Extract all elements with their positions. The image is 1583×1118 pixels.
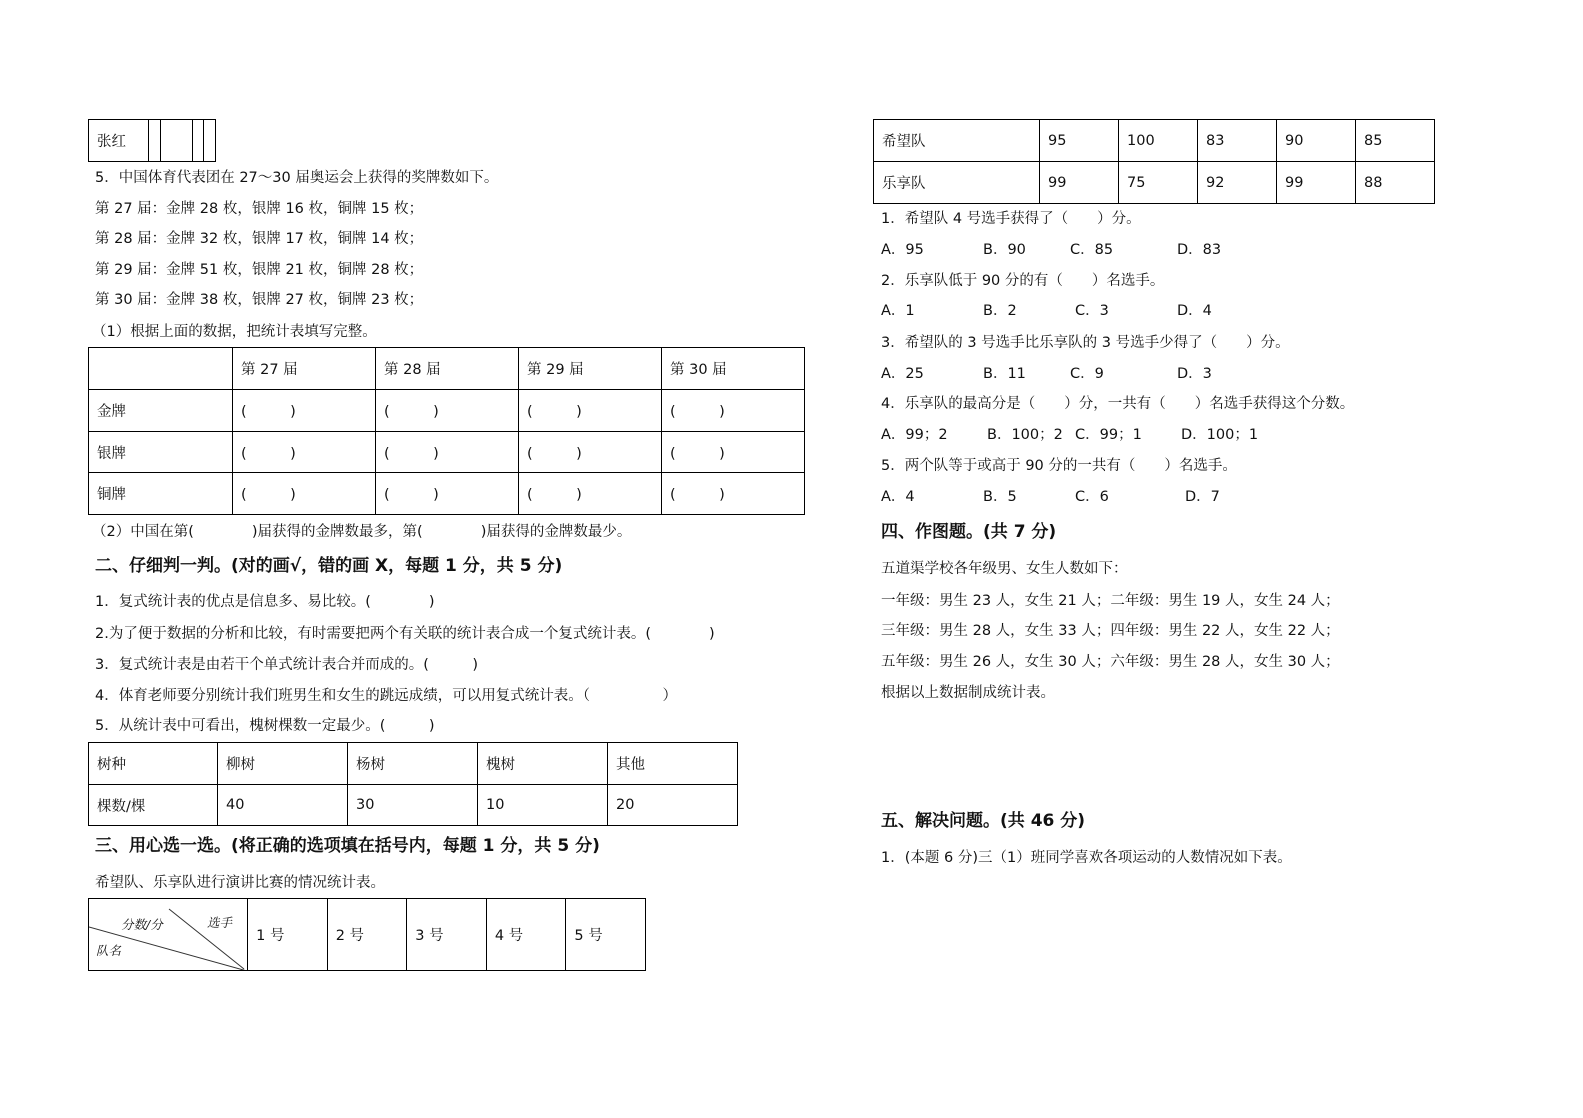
blank-cell[interactable] bbox=[192, 120, 204, 162]
contest-col-header: 4 号 bbox=[486, 899, 566, 971]
option-a[interactable]: A．95 bbox=[881, 242, 924, 258]
section4-line: 五道渠学校各年级男、女生人数如下： bbox=[881, 561, 1128, 577]
section4-title: 四、作图题。(共 7 分) bbox=[881, 522, 1057, 542]
medal-row-label: 金牌 bbox=[89, 390, 233, 432]
medal-table bbox=[88, 347, 805, 515]
medal-blank[interactable]: ( ) bbox=[376, 432, 519, 473]
medal-blank[interactable]: ( ) bbox=[519, 390, 662, 432]
option-c[interactable]: C．85 bbox=[1070, 242, 1114, 258]
diag-player-label: 选手 bbox=[207, 915, 233, 930]
medal-blank[interactable]: ( ) bbox=[662, 432, 805, 473]
choice-question: 4．乐享队的最高分是（ ）分，一共有（ ）名选手获得这个分数。 bbox=[881, 396, 1355, 412]
contest-col-header: 3 号 bbox=[407, 899, 487, 971]
judge-item: 4．体育老师要分别统计我们班男生和女生的跳远成绩，可以用复式统计表。（ ） bbox=[95, 688, 677, 704]
contest-scores-table bbox=[873, 119, 1435, 204]
option-c[interactable]: C．9 bbox=[1070, 366, 1104, 382]
option-b[interactable]: B．100；2 bbox=[987, 427, 1063, 443]
contest-col-header: 1 号 bbox=[248, 899, 328, 971]
option-a[interactable]: A．99；2 bbox=[881, 427, 948, 443]
medal-header: 第 27 届 bbox=[233, 348, 376, 390]
q5-line: 第 29 届：金牌 51 枚，银牌 21 枚，铜牌 28 枚； bbox=[95, 262, 424, 278]
judge-item: 3．复式统计表是由若干个单式统计表合并而成的。( ) bbox=[95, 657, 479, 673]
medal-blank[interactable]: ( ) bbox=[233, 473, 376, 515]
medal-row-label: 铜牌 bbox=[89, 473, 233, 515]
medal-header: 第 29 届 bbox=[519, 348, 662, 390]
medal-blank[interactable]: ( ) bbox=[662, 390, 805, 432]
q5-line: 第 30 届：金牌 38 枚，银牌 27 枚，铜牌 23 枚； bbox=[95, 292, 424, 308]
option-b[interactable]: B．90 bbox=[983, 242, 1026, 258]
score-cell: 95 bbox=[1040, 120, 1119, 162]
score-cell: 90 bbox=[1277, 120, 1356, 162]
blank-cell[interactable] bbox=[149, 120, 161, 162]
score-cell: 88 bbox=[1356, 162, 1435, 204]
medal-header: 第 30 届 bbox=[662, 348, 805, 390]
judge-item: 1．复式统计表的优点是信息多、易比较。( ) bbox=[95, 594, 435, 610]
medal-blank[interactable]: ( ) bbox=[233, 390, 376, 432]
option-d[interactable]: D．100；1 bbox=[1181, 427, 1259, 443]
q5-sub2: （2）中国在第( )届获得的金牌数最多，第( )届获得的金牌数最少。 bbox=[92, 524, 632, 540]
choice-question: 1．希望队 4 号选手获得了（ ）分。 bbox=[881, 211, 1141, 227]
judge-item: 2.为了便于数据的分析和比较，有时需要把两个有关联的统计表合成一个复式统计表。( ) bbox=[95, 626, 715, 642]
option-c[interactable]: C．3 bbox=[1075, 303, 1109, 319]
team-name: 乐享队 bbox=[874, 162, 1040, 204]
medal-blank[interactable]: ( ) bbox=[376, 473, 519, 515]
medal-blank[interactable]: ( ) bbox=[519, 473, 662, 515]
tree-table bbox=[88, 742, 738, 826]
tree-header: 柳树 bbox=[218, 743, 348, 785]
q5-line: 第 28 届：金牌 32 枚，银牌 17 枚，铜牌 14 枚； bbox=[95, 231, 424, 247]
q5-intro: 5．中国体育代表团在 27～30 届奥运会上获得的奖牌数如下。 bbox=[95, 170, 499, 186]
section4-line: 五年级：男生 26 人，女生 30 人；六年级：男生 28 人，女生 30 人； bbox=[881, 654, 1340, 670]
medal-blank[interactable]: ( ) bbox=[233, 432, 376, 473]
tree-header: 其他 bbox=[608, 743, 738, 785]
section4-line: 根据以上数据制成统计表。 bbox=[881, 685, 1055, 701]
contest-header-table bbox=[88, 898, 646, 971]
tree-header: 杨树 bbox=[348, 743, 478, 785]
option-c[interactable]: C．99；1 bbox=[1075, 427, 1142, 443]
judge-item: 5．从统计表中可看出，槐树棵数一定最少。( ) bbox=[95, 718, 435, 734]
option-b[interactable]: B．5 bbox=[983, 489, 1017, 505]
option-b[interactable]: B．2 bbox=[983, 303, 1017, 319]
diagonal-header-cell bbox=[89, 899, 248, 971]
medal-blank[interactable]: ( ) bbox=[662, 473, 805, 515]
medal-blank[interactable]: ( ) bbox=[376, 390, 519, 432]
tree-cell: 棵数/棵 bbox=[89, 785, 218, 826]
tree-cell: 20 bbox=[608, 785, 738, 826]
section5-title: 五、解决问题。(共 46 分) bbox=[881, 811, 1086, 831]
blank-cell[interactable] bbox=[204, 120, 216, 162]
section2-title: 二、仔细判一判。(对的画√，错的画 X，每题 1 分，共 5 分) bbox=[95, 556, 563, 576]
medal-row-label: 银牌 bbox=[89, 432, 233, 473]
score-cell: 100 bbox=[1119, 120, 1198, 162]
score-cell: 92 bbox=[1198, 162, 1277, 204]
choice-question: 2．乐享队低于 90 分的有（ ）名选手。 bbox=[881, 273, 1165, 289]
diag-team-label: 队名 bbox=[96, 943, 122, 958]
score-cell: 99 bbox=[1277, 162, 1356, 204]
tree-cell: 40 bbox=[218, 785, 348, 826]
option-d[interactable]: D．7 bbox=[1185, 489, 1220, 505]
team-name: 希望队 bbox=[874, 120, 1040, 162]
section5-q1: 1．(本题 6 分)三（1）班同学喜欢各项运动的人数情况如下表。 bbox=[881, 850, 1292, 866]
contest-col-header: 2 号 bbox=[327, 899, 407, 971]
option-a[interactable]: A．1 bbox=[881, 303, 915, 319]
diagonal-lines bbox=[89, 899, 248, 971]
section4-line: 三年级：男生 28 人，女生 33 人；四年级：男生 22 人，女生 22 人； bbox=[881, 623, 1340, 639]
section4-line: 一年级：男生 23 人，女生 21 人；二年级：男生 19 人，女生 24 人； bbox=[881, 593, 1340, 609]
medal-blank[interactable]: ( ) bbox=[519, 432, 662, 473]
tree-header: 槐树 bbox=[478, 743, 608, 785]
option-a[interactable]: A．25 bbox=[881, 366, 924, 382]
tree-header: 树种 bbox=[89, 743, 218, 785]
q5-sub1: （1）根据上面的数据，把统计表填写完整。 bbox=[92, 324, 377, 340]
score-cell: 75 bbox=[1119, 162, 1198, 204]
tree-cell: 10 bbox=[478, 785, 608, 826]
option-a[interactable]: A．4 bbox=[881, 489, 915, 505]
diag-score-label: 分数/分 bbox=[121, 917, 163, 932]
score-cell: 99 bbox=[1040, 162, 1119, 204]
medal-header: 第 28 届 bbox=[376, 348, 519, 390]
option-d[interactable]: D．3 bbox=[1177, 366, 1212, 382]
option-d[interactable]: D．4 bbox=[1177, 303, 1212, 319]
score-cell: 83 bbox=[1198, 120, 1277, 162]
q5-line: 第 27 届：金牌 28 枚，银牌 16 枚，铜牌 15 枚； bbox=[95, 201, 424, 217]
contest-intro: 希望队、乐享队进行演讲比赛的情况统计表。 bbox=[95, 875, 385, 891]
section3-title: 三、用心选一选。(将正确的选项填在括号内，每题 1 分，共 5 分) bbox=[95, 836, 600, 856]
zhanghong-name: 张红 bbox=[89, 120, 149, 162]
score-cell: 85 bbox=[1356, 120, 1435, 162]
medal-header-blank bbox=[89, 348, 233, 390]
option-d[interactable]: D．83 bbox=[1177, 242, 1222, 258]
choice-question: 5．两个队等于或高于 90 分的一共有（ ）名选手。 bbox=[881, 458, 1237, 474]
tree-cell: 30 bbox=[348, 785, 478, 826]
blank-cell[interactable] bbox=[160, 120, 192, 162]
option-b[interactable]: B．11 bbox=[983, 366, 1026, 382]
option-c[interactable]: C．6 bbox=[1075, 489, 1109, 505]
choice-question: 3．希望队的 3 号选手比乐享队的 3 号选手少得了（ ）分。 bbox=[881, 335, 1290, 351]
contest-col-header: 5 号 bbox=[566, 899, 646, 971]
zhanghong-table bbox=[88, 119, 216, 162]
